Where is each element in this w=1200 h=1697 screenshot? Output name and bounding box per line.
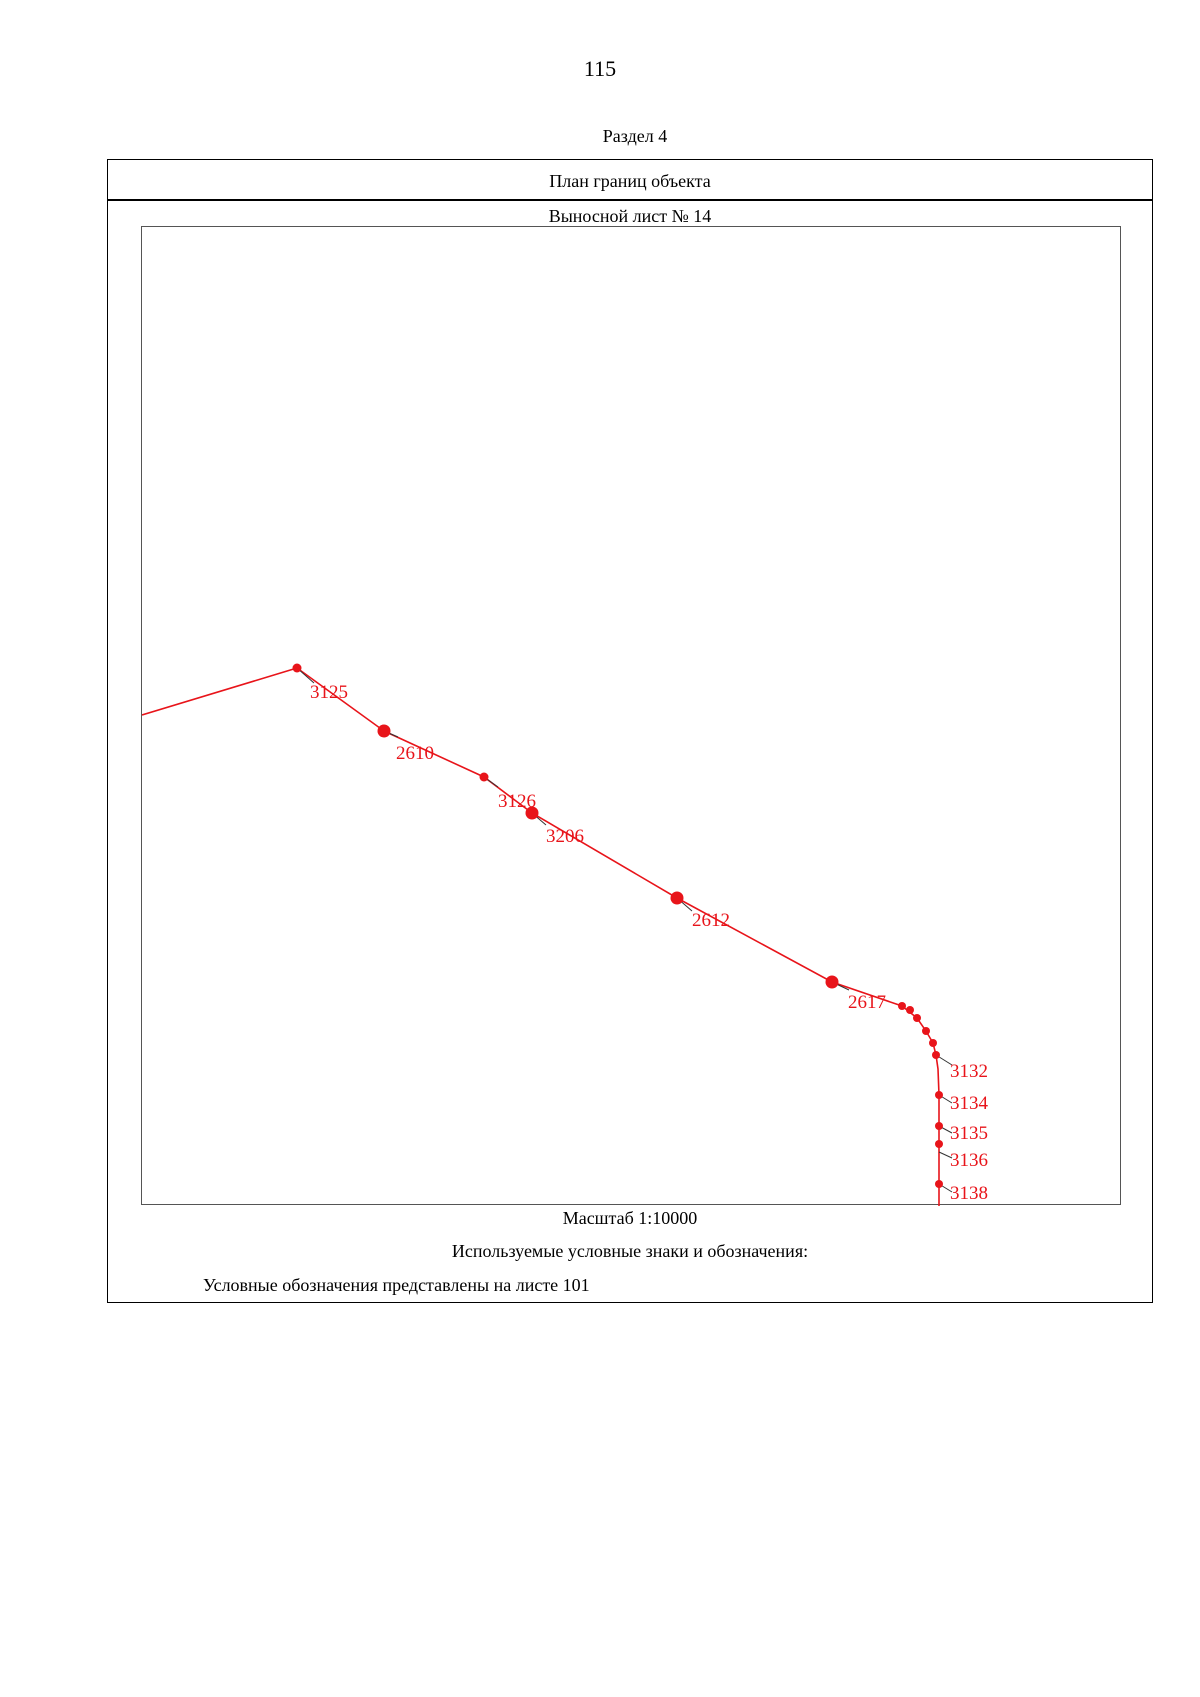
- boundary-map: [142, 227, 1122, 1206]
- point-label-2617: 2617: [848, 992, 886, 1013]
- point-label-2610: 2610: [396, 743, 434, 764]
- legend-title: Используемые условные знаки и обозначения:: [451, 1241, 809, 1261]
- point-3126-marker: [480, 773, 489, 782]
- point-2612-marker: [671, 892, 684, 905]
- point-label-3138: 3138: [950, 1183, 988, 1204]
- point-label-3135: 3135: [950, 1123, 988, 1144]
- point-label-3125: 3125: [310, 682, 348, 703]
- point-3136-marker: [935, 1140, 943, 1148]
- point-marker: [906, 1006, 914, 1014]
- sheet-title: Выносной лист № 14: [548, 206, 712, 226]
- boundary-points: [293, 664, 944, 1189]
- point-marker: [898, 1002, 906, 1010]
- map-area: [141, 226, 1121, 1205]
- point-label-3206: 3206: [546, 826, 584, 847]
- scale-label: Масштаб 1:10000: [562, 1208, 698, 1228]
- point-2617-marker: [826, 976, 839, 989]
- point-label-3126: 3126: [498, 791, 536, 812]
- point-3125-marker: [293, 664, 302, 673]
- legend-note: Условные обозначения представлены на листе 101: [203, 1275, 590, 1295]
- point-2610-marker: [378, 725, 391, 738]
- point-3138-marker: [935, 1180, 943, 1188]
- point-marker: [922, 1027, 930, 1035]
- point-label-3136: 3136: [950, 1150, 988, 1171]
- point-3132-marker: [932, 1051, 940, 1059]
- section-title: Раздел 4: [602, 126, 668, 146]
- point-marker: [913, 1014, 921, 1022]
- point-label-3134: 3134: [950, 1093, 988, 1114]
- point-label-3132: 3132: [950, 1061, 988, 1082]
- point-marker: [929, 1039, 937, 1047]
- page-number: 115: [583, 56, 617, 81]
- point-3135-marker: [935, 1122, 943, 1130]
- frame-header: План границ объекта: [108, 160, 1152, 201]
- point-label-2612: 2612: [692, 910, 730, 931]
- boundary-line: [142, 668, 939, 1206]
- point-3134-marker: [935, 1091, 943, 1099]
